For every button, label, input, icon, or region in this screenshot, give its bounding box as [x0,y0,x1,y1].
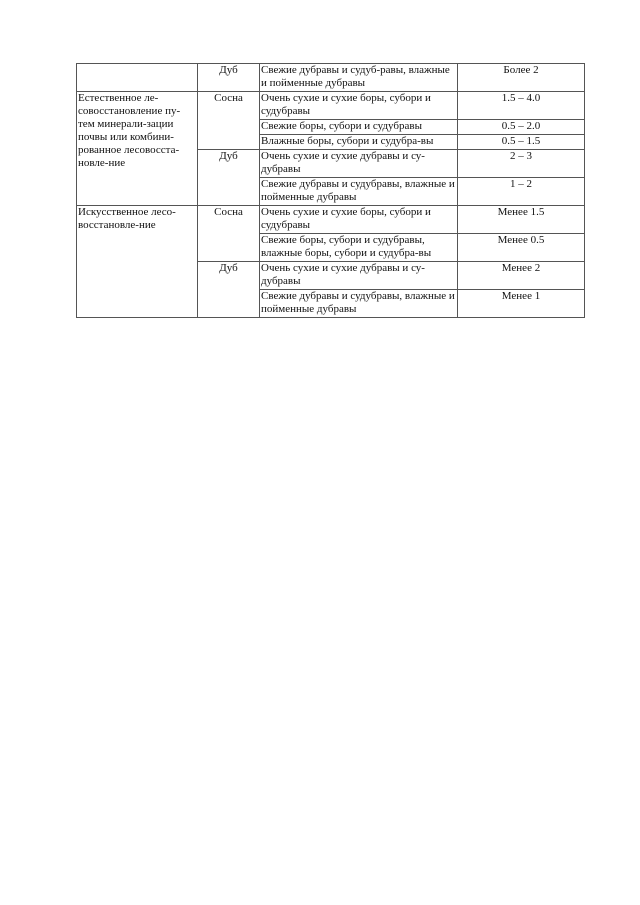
table-row [77,206,585,234]
value-cell: Более 2 [458,64,585,92]
method-cell: Естественное ле-совосстановление пу-тем минерали-зации почвы или комбини-рованное лесовосста-новле-ние [77,92,198,206]
condition-cell: Очень сухие и сухие дубравы и су-дубравы [260,150,458,178]
condition-cell: Свежие боры, субори и судубравы, влажные боры, субори и судубра-вы [260,234,458,262]
value-cell: Менее 2 [458,262,585,290]
reforestation-table [76,63,585,318]
species-cell: Дуб [198,64,260,92]
condition-cell: Свежие дубравы и судубравы, влажные и пойменные дубравы [260,178,458,206]
value-cell: Менее 1 [458,290,585,318]
condition-cell: Очень сухие и сухие боры, субори и судубравы [260,92,458,120]
method-cell [77,64,198,92]
condition-cell: Свежие дубравы и судуб-равы, влажные и пойменные дубравы [260,64,458,92]
condition-cell: Очень сухие и сухие боры, субори и судубравы [260,206,458,234]
value-cell: 0.5 – 2.0 [458,120,585,135]
condition-cell: Влажные боры, субори и судубра-вы [260,135,458,150]
species-cell: Дуб [198,150,260,206]
species-cell: Сосна [198,206,260,262]
value-cell: Менее 1.5 [458,206,585,234]
species-cell: Сосна [198,92,260,150]
species-cell: Дуб [198,262,260,318]
table-row [77,64,585,92]
condition-cell: Очень сухие и сухие дубравы и су-дубравы [260,262,458,290]
value-cell: 1.5 – 4.0 [458,92,585,120]
value-cell: Менее 0.5 [458,234,585,262]
value-cell: 2 – 3 [458,150,585,178]
method-cell: Искусственное лесо-восстановле-ние [77,206,198,318]
value-cell: 0.5 – 1.5 [458,135,585,150]
condition-cell: Свежие дубравы и судубравы, влажные и пойменные дубравы [260,290,458,318]
value-cell: 1 – 2 [458,178,585,206]
condition-cell: Свежие боры, субори и судубравы [260,120,458,135]
table-row [77,92,585,120]
